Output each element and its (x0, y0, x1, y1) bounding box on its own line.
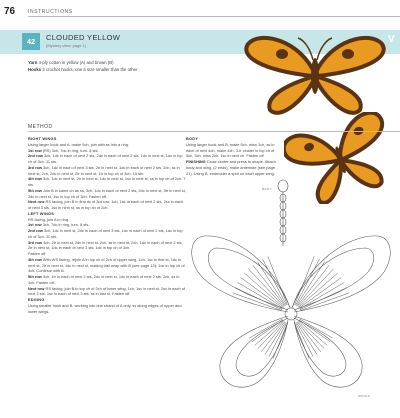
stitch-stroke (249, 269, 285, 307)
butterfly-photo-mid (284, 112, 396, 204)
row-text: 3ch, 1dc in each of next 2 sts, 2dc in each of next 2 sts, 1dc in next st, 1dc in top ch of 3ch. 11 sts. (28, 153, 183, 164)
page-number: 76 (4, 6, 16, 17)
pattern-title: CLOUDED YELLOW (46, 33, 121, 42)
row-label: 2nd row (28, 228, 43, 233)
method-row (28, 274, 186, 286)
wings-chart-label: WINGS (358, 394, 371, 398)
row-label: 2nd row (28, 153, 43, 159)
row-label: 5th row (28, 187, 42, 193)
stitch-stroke (268, 257, 288, 305)
method-paragraph: Using larger hook and A, make 9ch, join with ss into a ring. (28, 141, 129, 147)
method-subheading: LEFT WINGS (28, 210, 54, 216)
row-label: 4th row (28, 176, 42, 182)
row-text: 3ch, 7dc in ring, turn. 8 sts. (41, 222, 90, 228)
stitch-stroke (238, 282, 283, 309)
stitch-stroke (273, 323, 287, 358)
hooks-text: 2 crochet hooks, one a size smaller than the other (42, 66, 138, 72)
yarn-label: Yarn (28, 60, 38, 65)
method-row (28, 176, 186, 188)
row-label: 4th row (28, 256, 42, 262)
row-text: Join B in same ch as ss, 3ch, 1dc in each of next 2 sts, 2dc in next st, 3tr in next st, 2dc in next st, 1sc in top ch of 3ch. Fasten off. (28, 187, 186, 199)
yarn-text: 4-ply cotton in yellow (A) and brown (B) (38, 60, 114, 65)
stitch-stroke (300, 282, 345, 309)
pattern-subtitle: (Mystery view: page 1) (46, 43, 87, 48)
stitch-stroke (299, 273, 338, 307)
row-text: Close center and press to shape. Attach body and wing, (2 ends), make antennae (see page 21). Using B, embroider a spot on each upper wing. (186, 159, 276, 176)
method-paragraph: Using larger hook and B, make 5ch, miss 1ch, ss in each of next 4ch, make 4ch, 3-tr cluster in top ch of 5ch, 3ch, miss 2ch, 1sc in next ch. Fasten off. (186, 141, 275, 159)
materials-yarn (28, 60, 137, 67)
method-subheading: BODY (186, 136, 199, 141)
row-text: RS facing, join B in first dc of 3rd row, 1ch, 1sc in each of next 2 sts, 2sc in each of next 3 sts, 1sc in next st, ss in top ch of 2ch. (28, 199, 184, 210)
row-label: 3rd row (28, 164, 43, 170)
row-text: (RS) 3ch, 7dc in ring, turn. 8 sts. (41, 147, 99, 153)
method-left-column (28, 136, 186, 314)
method-rule (28, 131, 400, 132)
row-text: 3ch, 1dc in each of next 3 sts, 2tr in next st, 1dc in each of next 2 sts, 2ch, ss in next st, 2ch, 2dc in next st, 2tr in next st, 1tr in top ch of 3ch. 15 sts. (28, 164, 180, 176)
stitch-stroke (235, 288, 282, 310)
section-heading: INSTRUCTIONS (28, 9, 73, 15)
stitch-stroke (295, 323, 309, 358)
method-row (28, 153, 186, 165)
row-label: 3rd row (28, 239, 43, 245)
materials-hooks (28, 67, 137, 74)
method-row (186, 159, 282, 176)
stitch-stroke (258, 262, 286, 306)
method-right-column (186, 136, 282, 176)
side-tab-letter: V (388, 34, 395, 45)
row-text: RS facing, join B in top ch of 2ch of lower wing, 1ch, 1sc in next st, 2sc in each of next 3 sts, 1sc in each of next 3 sts, ss in last st. Fasten off. (28, 285, 186, 297)
page-header (0, 0, 400, 22)
butterfly-photo-top (240, 30, 390, 118)
materials-block (28, 60, 137, 73)
pattern-number-badge: 42 (22, 33, 40, 50)
method-row (28, 240, 186, 252)
row-label: 1st row (28, 147, 42, 153)
row-text: 3ch, 1tr in each of next 2 sts, 2dc in next st, 1dc in each of next 2 sts, 2ch, ss in 1ch. Fasten off. (28, 274, 180, 285)
method-heading: METHOD (28, 124, 53, 130)
wings-chart (184, 226, 398, 402)
hooks-label: Hooks (28, 66, 42, 72)
stitch-stroke (300, 288, 347, 310)
body-chart-label: BODY (262, 187, 273, 191)
method-subheading: RIGHT WINGS (28, 136, 57, 141)
header-rule (28, 16, 400, 17)
method-paragraph: Fasten off. (28, 251, 47, 256)
method-row (28, 199, 186, 211)
method-row (28, 228, 186, 240)
row-label: Next row (28, 199, 45, 205)
method-paragraph: RS facing, join A in ring. (28, 216, 70, 222)
row-text: 3ch, 1dc in next st, 2tr in next st, 1dc in next st, 1sc in next st, ss in top ch of 2ch. 7 sts. (28, 176, 186, 187)
method-row (28, 286, 186, 298)
stitch-stroke (296, 262, 324, 306)
stitch-stroke (295, 257, 315, 305)
method-row (28, 257, 186, 274)
row-label: FINISHING (186, 159, 206, 164)
stitch-stroke (244, 273, 283, 307)
row-label: 1st row (28, 222, 42, 228)
row-label: 5th row (28, 274, 42, 279)
row-text: 4ch, 2tr in next st, 2dc in next st, 2ch, ss in next st, 2ch, 1dc in each of next 2 sts, 2tr in next st, 1dc in each of next 3 sts, 1dc in top ch of 3ch. (28, 239, 183, 251)
row-text: 3ch, 1dc in next st, 2dc in each of next 3 sts, 1dc in each of next 2 sts, 1dc in top ch of 3ch. 11 sts. (28, 228, 183, 239)
method-row (28, 165, 186, 177)
method-row (28, 188, 186, 200)
method-subheading: EDGING (28, 297, 45, 302)
method-paragraph: Using smaller hook and B, working into one strand of A only, ss along edges of upper and lower wings. (28, 302, 182, 314)
row-text: With WS facing, rejoin A in top ch of 2ch of upper wing, 1ch, 1sc in first st, 1dc in next st, 2tr in next st, 1dc in next st, making last wrap with B (see page 13): 1dc in top ch of 4ch. Continue with B. (28, 256, 185, 274)
stitch-stroke (298, 269, 334, 307)
row-label: Next row (28, 285, 45, 291)
